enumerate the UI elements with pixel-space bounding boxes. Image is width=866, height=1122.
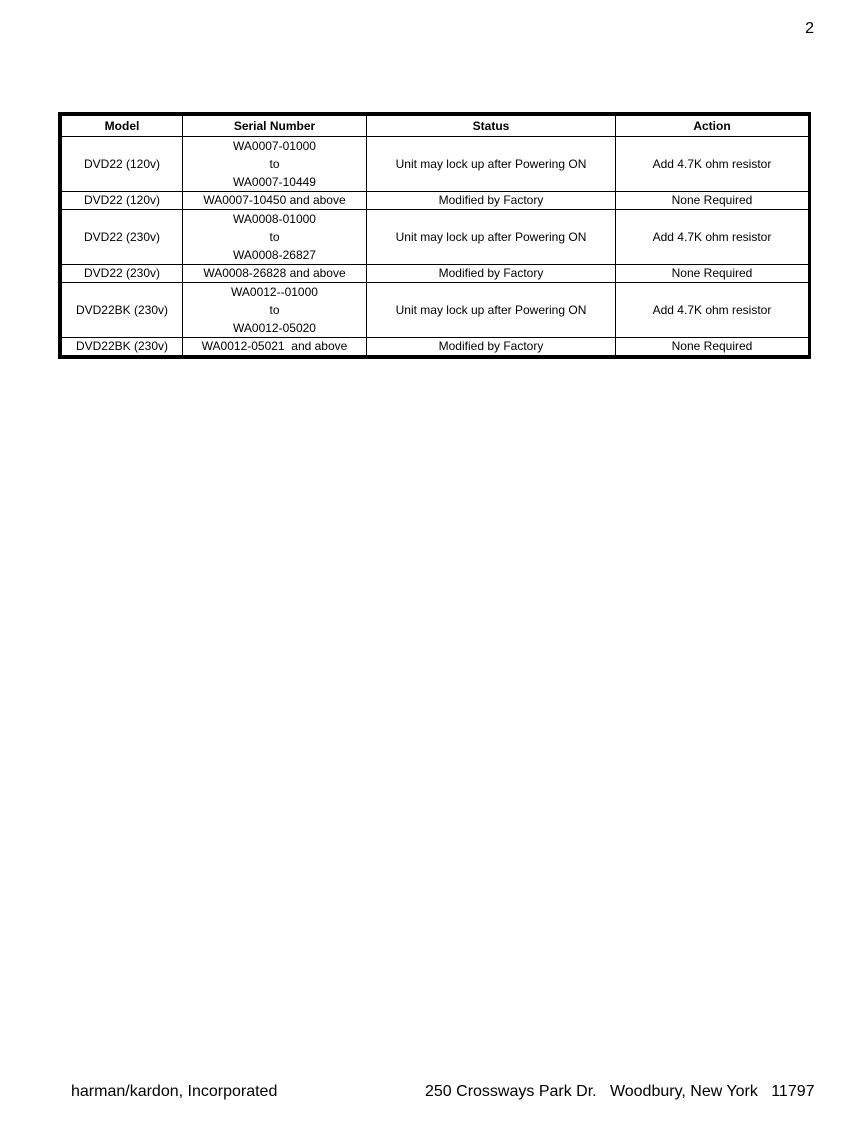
serial-start: WA0008-01000 — [233, 212, 316, 226]
serial-to: to — [269, 303, 280, 317]
action-cell: None Required — [616, 265, 809, 283]
service-bulletin-table — [58, 112, 811, 359]
footer-company: harman/kardon, Incorporated — [71, 1083, 278, 1100]
table-row — [62, 137, 809, 192]
page-number: 2 — [805, 20, 814, 37]
status-cell: Modified by Factory — [367, 338, 616, 356]
table-row — [62, 283, 809, 338]
model-cell: DVD22 (120v) — [62, 192, 183, 210]
action-cell: None Required — [616, 338, 809, 356]
serial-cell: WA0007-10450 and above — [183, 192, 367, 210]
table-row — [62, 338, 809, 356]
status-cell: Unit may lock up after Powering ON — [367, 137, 616, 192]
serial-cell — [183, 283, 367, 338]
serial-to: to — [269, 230, 280, 244]
table-header-row — [62, 116, 809, 137]
serial-start: WA0007-01000 — [233, 139, 316, 153]
action-cell: None Required — [616, 192, 809, 210]
serial-cell — [183, 137, 367, 192]
table-row — [62, 265, 809, 283]
model-cell: DVD22 (230v) — [62, 265, 183, 283]
model-serial-table — [61, 115, 809, 356]
status-cell: Unit may lock up after Powering ON — [367, 283, 616, 338]
serial-end: WA0012-05020 — [233, 321, 316, 335]
header-serial-number: Serial Number — [183, 116, 367, 137]
serial-cell — [183, 210, 367, 265]
header-status: Status — [367, 116, 616, 137]
model-cell: DVD22BK (230v) — [62, 338, 183, 356]
model-cell: DVD22 (230v) — [62, 210, 183, 265]
serial-start: WA0012--01000 — [231, 285, 318, 299]
status-cell: Modified by Factory — [367, 265, 616, 283]
status-cell: Unit may lock up after Powering ON — [367, 210, 616, 265]
serial-end: WA0007-10449 — [233, 175, 316, 189]
model-cell: DVD22BK (230v) — [62, 283, 183, 338]
serial-cell: WA0012-05021 and above — [183, 338, 367, 356]
status-cell: Modified by Factory — [367, 192, 616, 210]
table-row — [62, 192, 809, 210]
action-cell: Add 4.7K ohm resistor — [616, 283, 809, 338]
serial-to: to — [269, 157, 280, 171]
footer-address: 250 Crossways Park Dr. Woodbury, New York 11797 — [425, 1083, 815, 1100]
serial-cell: WA0008-26828 and above — [183, 265, 367, 283]
action-cell: Add 4.7K ohm resistor — [616, 137, 809, 192]
serial-end: WA0008-26827 — [233, 248, 316, 262]
model-cell: DVD22 (120v) — [62, 137, 183, 192]
table-row — [62, 210, 809, 265]
header-model: Model — [62, 116, 183, 137]
header-action: Action — [616, 116, 809, 137]
action-cell: Add 4.7K ohm resistor — [616, 210, 809, 265]
